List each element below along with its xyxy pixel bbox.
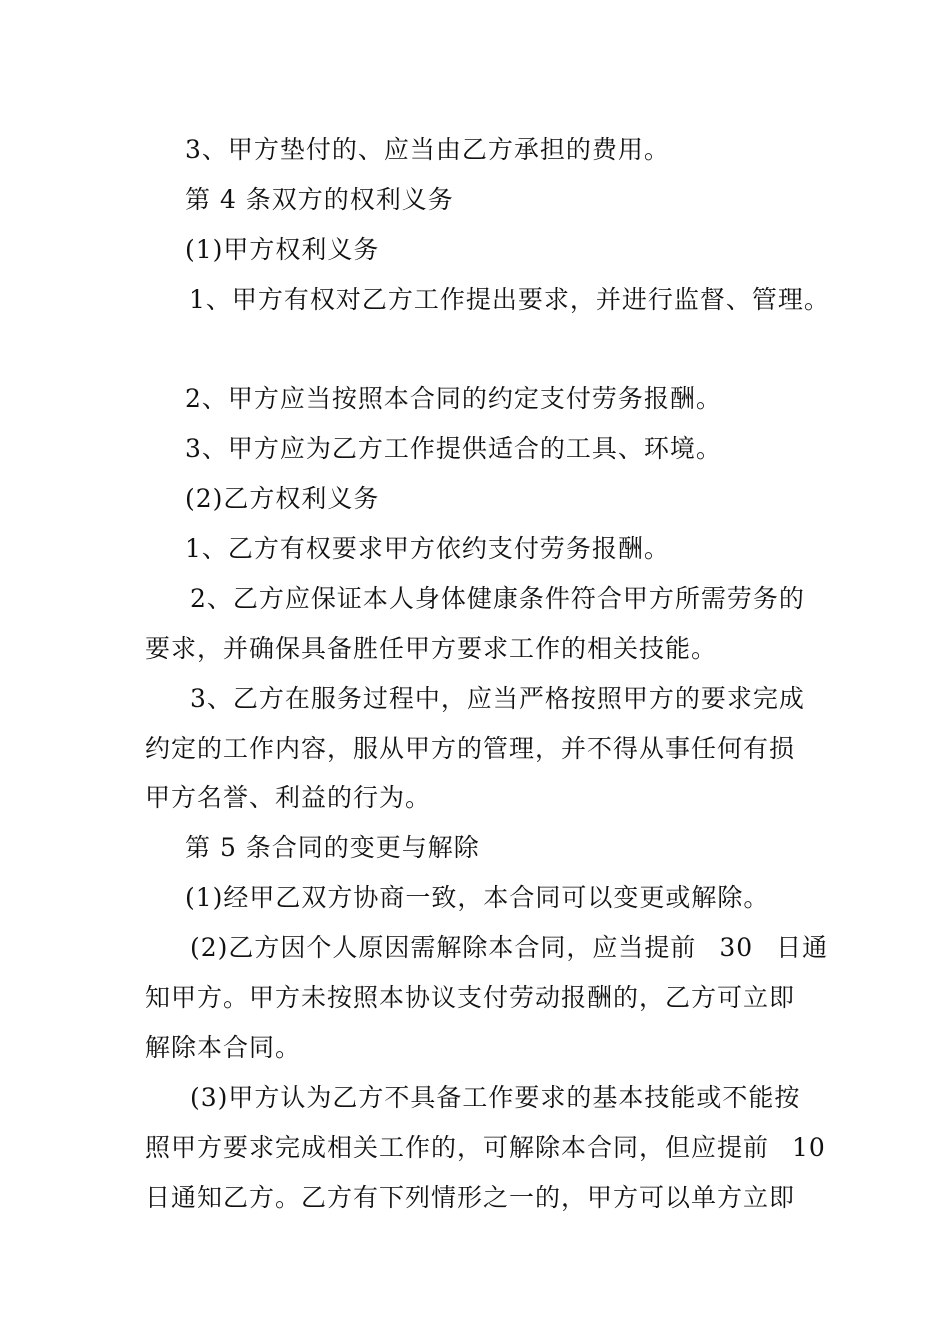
paragraph-line: (1)经甲乙双方协商一致，本合同可以变更或解除。 [185, 883, 770, 912]
paragraph-line: 照甲方要求完成相关工作的，可解除本合同，但应提前 10 [145, 1133, 826, 1162]
paragraph-line: 1、乙方有权要求甲方依约支付劳务报酬。 [185, 534, 670, 563]
paragraph-line: 2、甲方应当按照本合同的约定支付劳务报酬。 [185, 384, 722, 413]
paragraph-line: 日通知乙方。乙方有下列情形之一的，甲方可以单方立即 [145, 1183, 796, 1212]
paragraph-line: 3、甲方垫付的、应当由乙方承担的费用。 [185, 135, 670, 164]
paragraph-line: 3、乙方在服务过程中，应当严格按照甲方的要求完成 [190, 684, 805, 713]
paragraph-line: 知甲方。甲方未按照本协议支付劳动报酬的，乙方可立即 [145, 983, 796, 1012]
paragraph-line: (2)乙方因个人原因需解除本合同，应当提前 30 日通 [190, 933, 829, 962]
paragraph-line: 3、甲方应为乙方工作提供适合的工具、环境。 [185, 434, 722, 463]
paragraph-line: 2、乙方应保证本人身体健康条件符合甲方所需劳务的 [190, 584, 805, 613]
paragraph-line: (3)甲方认为乙方不具备工作要求的基本技能或不能按 [190, 1083, 801, 1112]
paragraph-line: 要求，并确保具备胜任甲方要求工作的相关技能。 [145, 634, 718, 663]
section-heading: 第 4 条双方的权利义务 [185, 185, 454, 214]
paragraph-line: 解除本合同。 [145, 1033, 302, 1062]
subsection-heading: (2)乙方权利义务 [185, 484, 380, 513]
section-heading: 第 5 条合同的变更与解除 [185, 833, 480, 862]
paragraph-line: 甲方名誉、利益的行为。 [145, 783, 432, 812]
paragraph-line: 1、甲方有权对乙方工作提出要求，并进行监督、管理。 [189, 285, 830, 314]
subsection-heading: (1)甲方权利义务 [185, 235, 380, 264]
paragraph-line: 约定的工作内容，服从甲方的管理，并不得从事任何有损 [145, 734, 796, 763]
